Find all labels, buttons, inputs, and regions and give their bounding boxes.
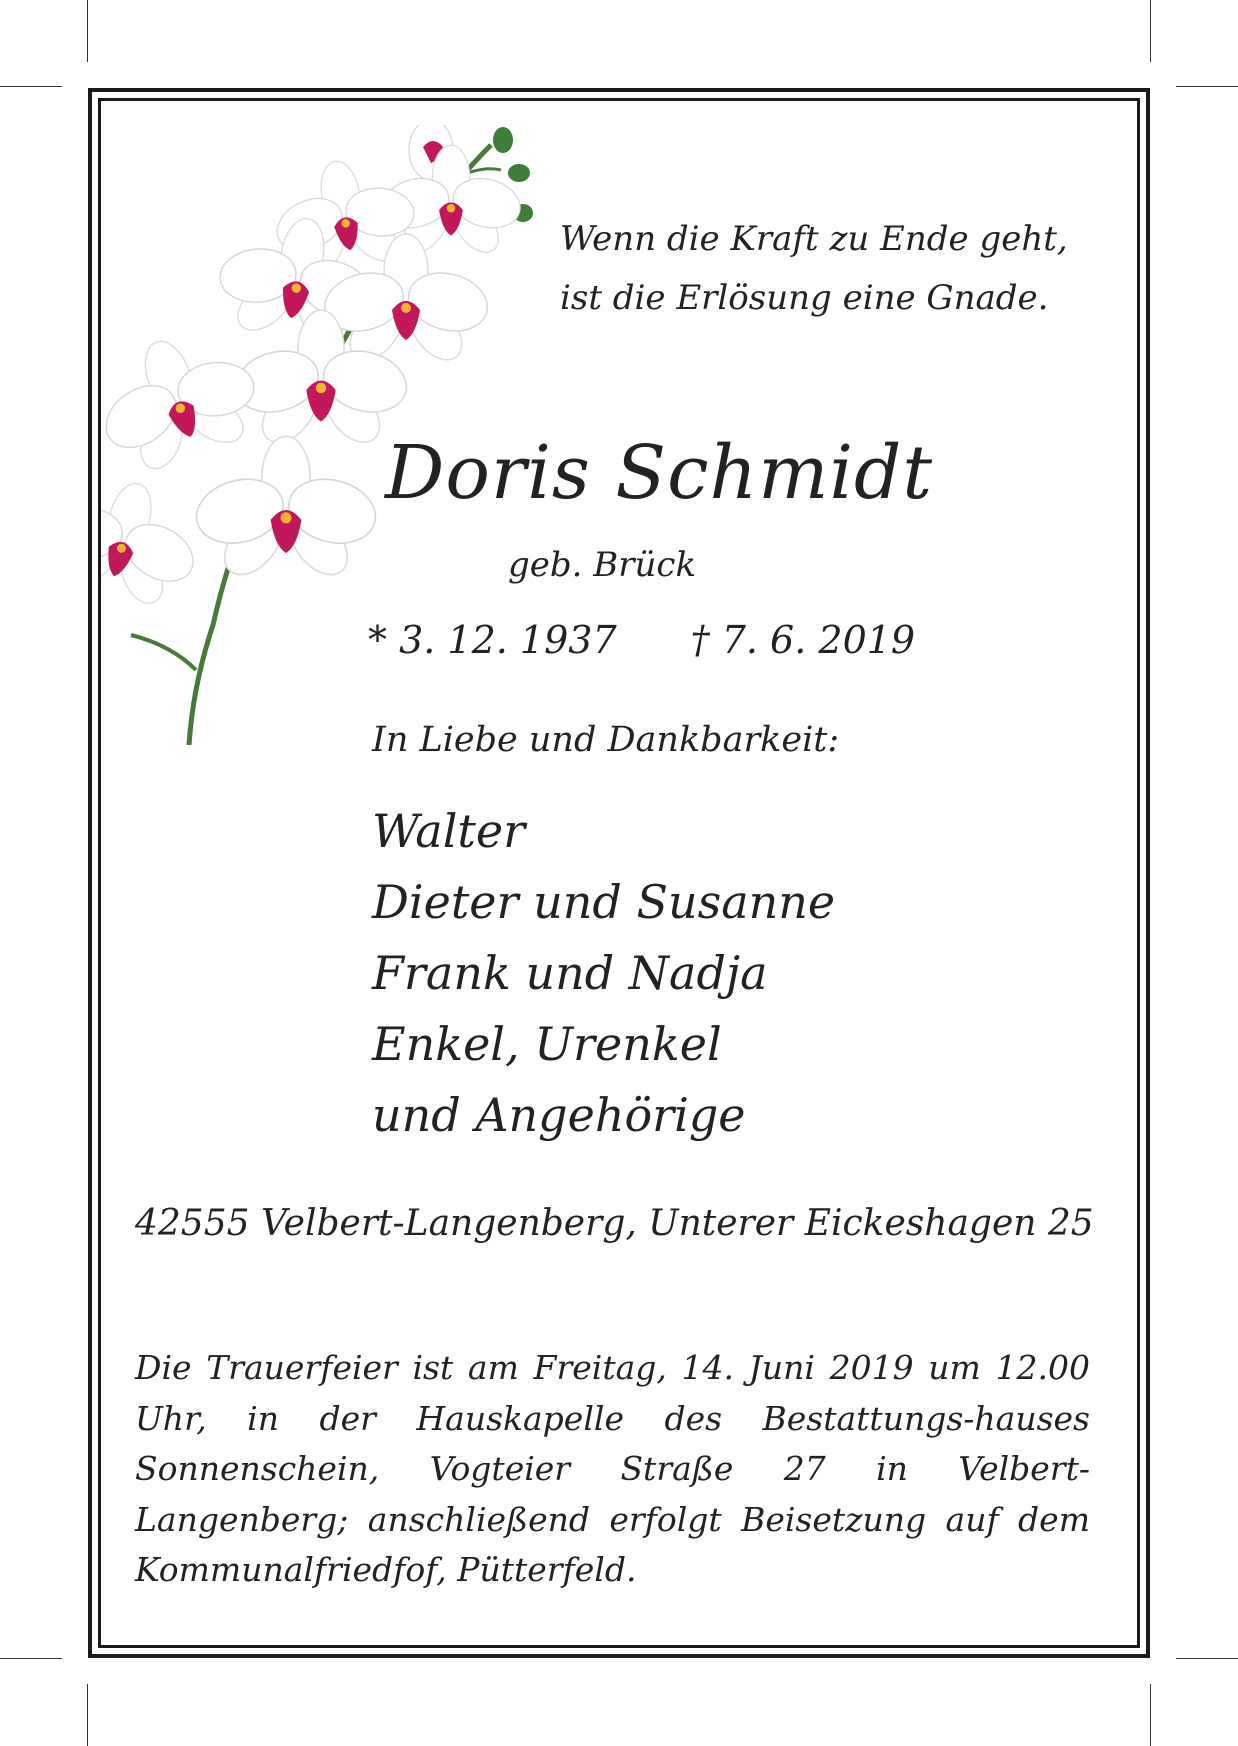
crop-mark-top-right-v [1150, 0, 1151, 62]
mourner-line: Dieter und Susanne [372, 875, 836, 929]
crop-mark-bottom-right-h [1176, 1658, 1238, 1659]
motto-line-1: Wenn die Kraft zu Ende geht, [560, 219, 1068, 259]
birth-date: * 3. 12. 1937 [368, 618, 617, 662]
crop-mark-top-left-h [0, 86, 62, 87]
crop-mark-top-left-v [87, 0, 88, 62]
crop-mark-bottom-right-v [1150, 1684, 1151, 1746]
crop-mark-top-right-h [1176, 86, 1238, 87]
dedication: In Liebe und Dankbarkeit: [372, 720, 840, 760]
mourner-line: Enkel, Urenkel [372, 1017, 722, 1071]
motto-line-2: ist die Erlösung eine Gnade. [560, 278, 1049, 318]
address: 42555 Velbert-Langenberg, Unterer Eickeshagen 25 [135, 1203, 1094, 1244]
mourner-line: Walter [372, 804, 526, 858]
mourner-line: Frank und Nadja [372, 946, 768, 1000]
death-date: † 7. 6. 2019 [690, 618, 916, 662]
mourners-list [372, 796, 835, 1151]
funeral-details: Die Trauerfeier ist am Freitag, 14. Juni 2019 um 12.00 Uhr, in der Hauskapelle des Bestattungs-hauses Sonnenschein, Vogteier Straße 27 in Velbert-Langenberg; anschließend erfolgt Beisetzung auf dem Kommunalfriedfof, Pütterfeld. [135, 1348, 1090, 1589]
deceased-name: Doris Schmidt [385, 430, 934, 516]
crop-mark-bottom-left-h [0, 1658, 62, 1659]
maiden-name: geb. Brück [508, 545, 697, 585]
crop-mark-bottom-left-v [87, 1684, 88, 1746]
motto [560, 210, 1068, 328]
life-dates [368, 618, 915, 662]
mourner-line: und Angehörige [372, 1088, 746, 1142]
